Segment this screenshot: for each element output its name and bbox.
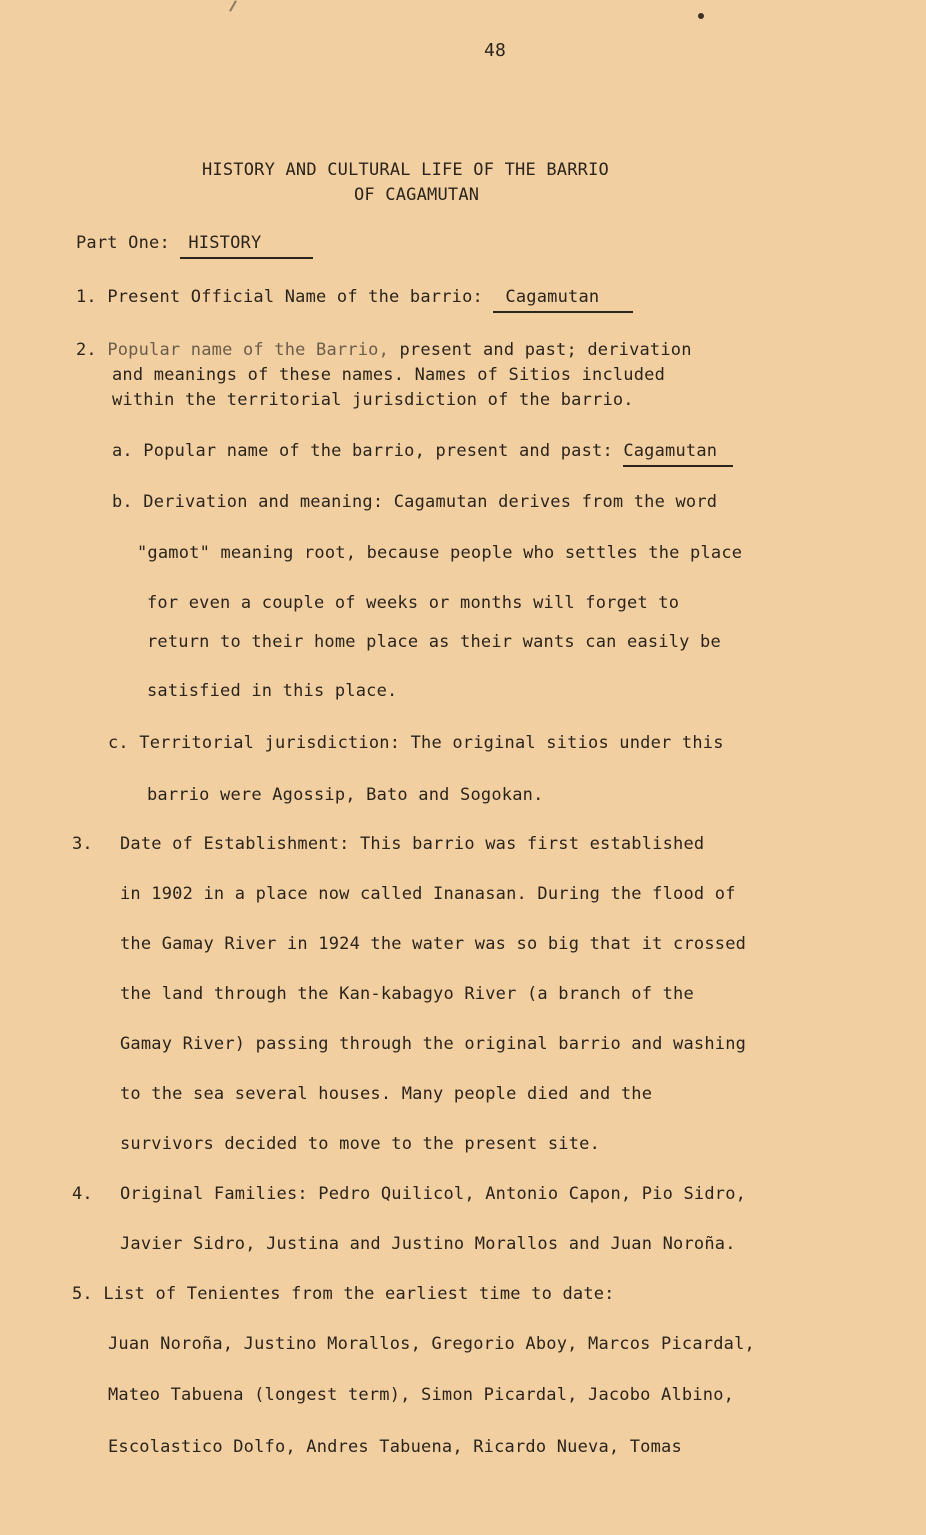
part-heading (76, 233, 313, 259)
item-2-faint-text: Popular name of the Barrio, (107, 340, 390, 360)
item-2-line-3: within the territorial jurisdiction of the barrio. (112, 390, 634, 410)
item-5-heading (72, 1284, 615, 1304)
item-2-number: 2. (76, 340, 97, 360)
item-3-line-2: in 1902 in a place now called Inanasan. During the flood of (120, 884, 736, 904)
item-2-line-1 (76, 340, 692, 360)
item-3-line-4: the land through the Kan-kabagyo River (a branch of the (120, 984, 694, 1004)
item-2a-label: a. Popular name of the barrio, present and past: (112, 441, 613, 461)
item-4-line-2: Javier Sidro, Justina and Justino Morallos and Juan Noroña. (120, 1234, 736, 1254)
item-5-line-3: Escolastico Dolfo, Andres Tabuena, Ricardo Nueva, Tomas (108, 1437, 682, 1457)
item-2a (112, 441, 733, 467)
item-2b-line-2: "gamot" meaning root, because people who settles the place (137, 543, 743, 563)
item-2-line-2: and meanings of these names. Names of Sitios included (112, 365, 666, 385)
item-4-number: 4. (72, 1184, 93, 1204)
item-2-line-1-rest: present and past; derivation (399, 340, 692, 360)
item-2b-line-1: b. Derivation and meaning: Cagamutan derives from the word (112, 492, 718, 512)
item-1-value: Cagamutan (493, 287, 633, 313)
item-3-line-7: survivors decided to move to the present site. (120, 1134, 601, 1154)
item-1 (76, 287, 633, 313)
item-3-number: 3. (72, 834, 93, 854)
part-value: HISTORY (180, 233, 313, 259)
item-2b-line-4: return to their home place as their wants can easily be (147, 632, 721, 652)
item-2c-line-1: c. Territorial jurisdiction: The original sitios under this (108, 733, 724, 753)
corner-mark (229, 0, 237, 11)
item-5-number: 5. (72, 1284, 93, 1304)
item-3-line-3: the Gamay River in 1924 the water was so big that it crossed (120, 934, 747, 954)
page-number: 48 (484, 40, 507, 61)
item-3-line-5: Gamay River) passing through the original barrio and washing (120, 1034, 747, 1054)
item-2c-line-2: barrio were Agossip, Bato and Sogokan. (147, 785, 544, 805)
item-2b-line-5: satisfied in this place. (147, 681, 398, 701)
item-1-number: 1. (76, 287, 97, 307)
item-2b-line-3: for even a couple of weeks or months will forget to (147, 593, 680, 613)
title-line-1: HISTORY AND CULTURAL LIFE OF THE BARRIO (202, 160, 609, 180)
item-4-line-1: Original Families: Pedro Quilicol, Antonio Capon, Pio Sidro, (120, 1184, 747, 1204)
item-3-line-6: to the sea several houses. Many people died and the (120, 1084, 653, 1104)
item-1-label: Present Official Name of the barrio: (107, 287, 483, 307)
ink-dot (698, 13, 704, 19)
item-5-line-1: Juan Noroña, Justino Morallos, Gregorio Aboy, Marcos Picardal, (108, 1334, 755, 1354)
part-label: Part One: (76, 233, 170, 253)
item-5-label: List of Tenientes from the earliest time to date: (103, 1284, 615, 1304)
item-3-line-1: Date of Establishment: This barrio was first established (120, 834, 705, 854)
item-5-line-2: Mateo Tabuena (longest term), Simon Picardal, Jacobo Albino, (108, 1385, 735, 1405)
title-line-2: OF CAGAMUTAN (354, 185, 480, 205)
item-2a-value: Cagamutan (623, 441, 733, 467)
